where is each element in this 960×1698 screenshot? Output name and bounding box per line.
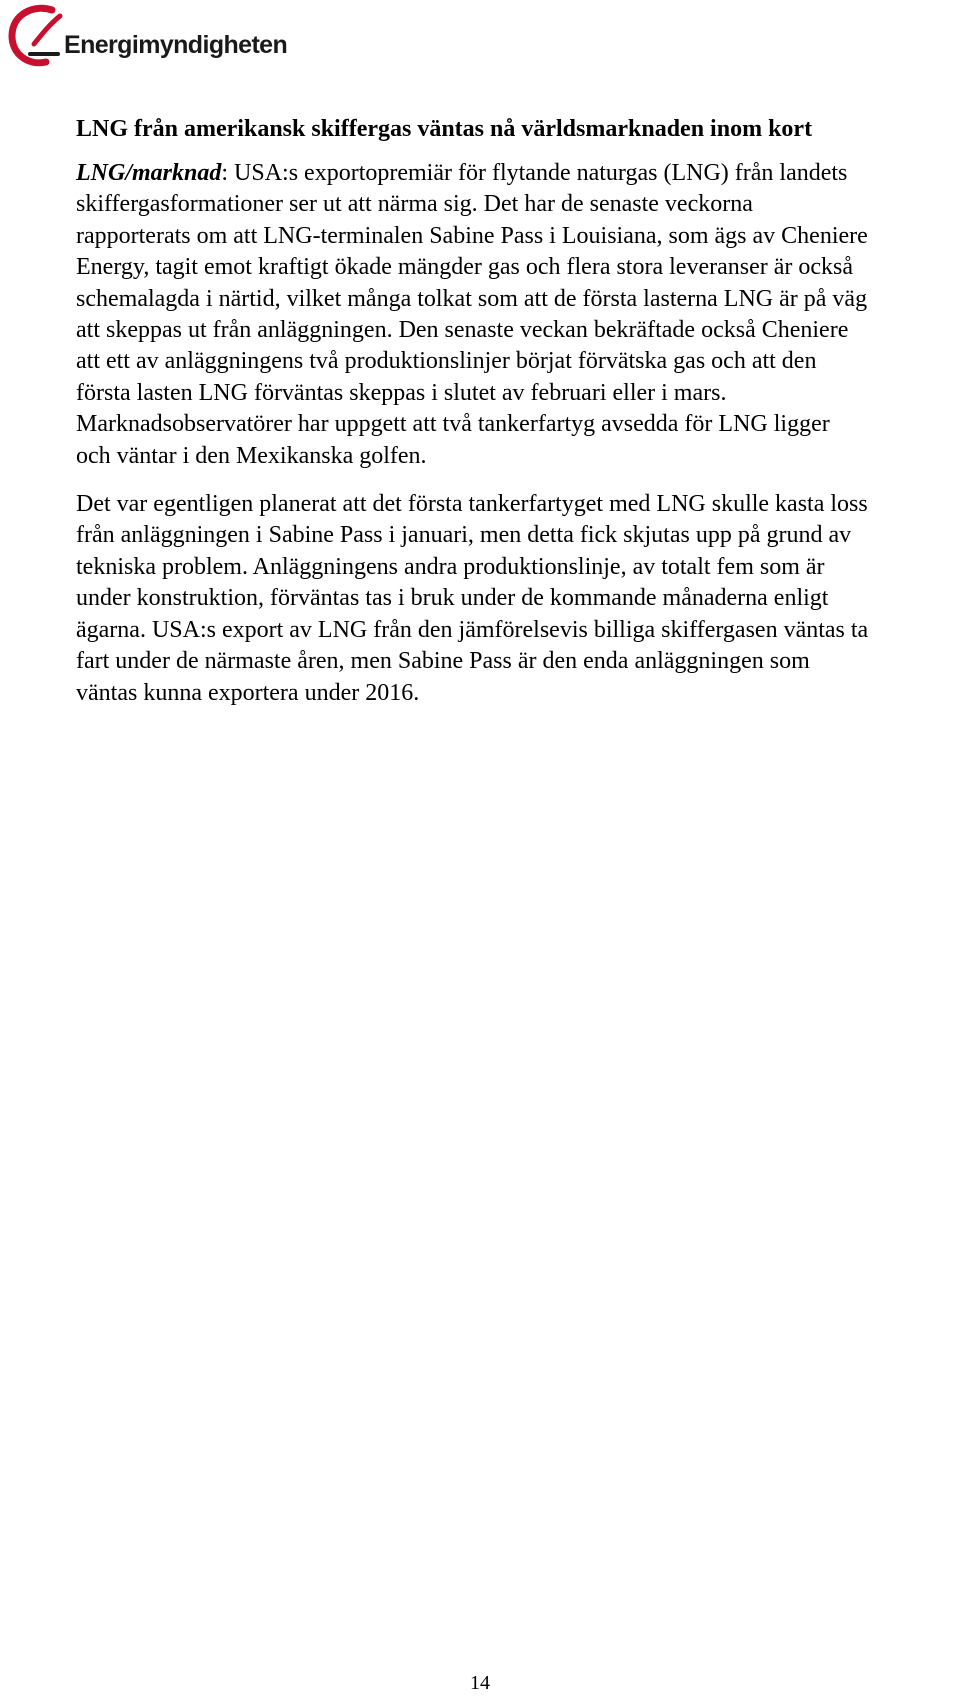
paragraph-line: ägarna. USA:s export av LNG från den jämförelsevis billiga skiffergasen väntas ta <box>76 616 869 643</box>
article-paragraph-1 <box>76 158 960 472</box>
paragraph-line: från anläggningen i Sabine Pass i januari, men detta fick skjutas upp på grund av <box>76 522 852 549</box>
paragraph-line: att skeppas ut från anläggningen. Den senaste veckan bekräftade också Cheniere <box>76 317 849 344</box>
paragraph-line: fart under de närmaste åren, men Sabine Pass är den enda anläggningen som <box>76 648 810 675</box>
paragraph-line: skiffergasformationer ser ut att närma sig. Det har de senaste veckorna <box>76 191 753 218</box>
article-paragraph-2 <box>76 489 960 709</box>
lead-label: LNG/marknad <box>76 160 222 186</box>
page-number: 14 <box>470 1672 490 1694</box>
energimyndigheten-logo <box>6 2 296 72</box>
paragraph-line: rapporterats om att LNG-terminalen Sabine Pass i Louisiana, som ägs av Cheniere <box>76 222 868 249</box>
article <box>76 110 960 709</box>
paragraph-line: schemalagda i närtid, vilket många tolkat som att de första lasterna LNG är på väg <box>76 285 868 312</box>
paragraph-line-text: : USA:s exportopremiär för flytande naturgas (LNG) från landets <box>221 160 848 186</box>
paragraph-line <box>76 158 960 189</box>
paragraph-line: tekniska problem. Anläggningens andra produktionslinje, av totalt fem som är <box>76 553 825 580</box>
logo-wordmark: Energimyndigheten <box>64 31 288 59</box>
paragraph-line: Det var egentligen planerat att det första tankerfartyget med LNG skulle kasta loss <box>76 491 868 518</box>
paragraph-line: och väntar i den Mexikanska golfen. <box>76 442 427 469</box>
paragraph-line: Energy, tagit emot kraftigt ökade mängder gas och flera stora leveranser är också <box>76 254 854 281</box>
paragraph-line: under konstruktion, förväntas tas i bruk under de kommande månaderna enligt <box>76 585 829 612</box>
paragraph-line: första lasten LNG förväntas skeppas i slutet av februari eller i mars. <box>76 379 727 406</box>
energimyndigheten-logo-icon <box>6 2 68 68</box>
article-title: LNG från amerikansk skiffergas väntas nå världsmarknaden inom kort <box>76 116 813 142</box>
paragraph-line: Marknadsobservatörer har uppgett att två tankerfartyg avsedda för LNG ligger <box>76 411 830 438</box>
paragraph-line: väntas kunna exportera under 2016. <box>76 679 420 706</box>
paragraph-line: att ett av anläggningens två produktionslinjer börjat förvätska gas och att den <box>76 348 817 375</box>
